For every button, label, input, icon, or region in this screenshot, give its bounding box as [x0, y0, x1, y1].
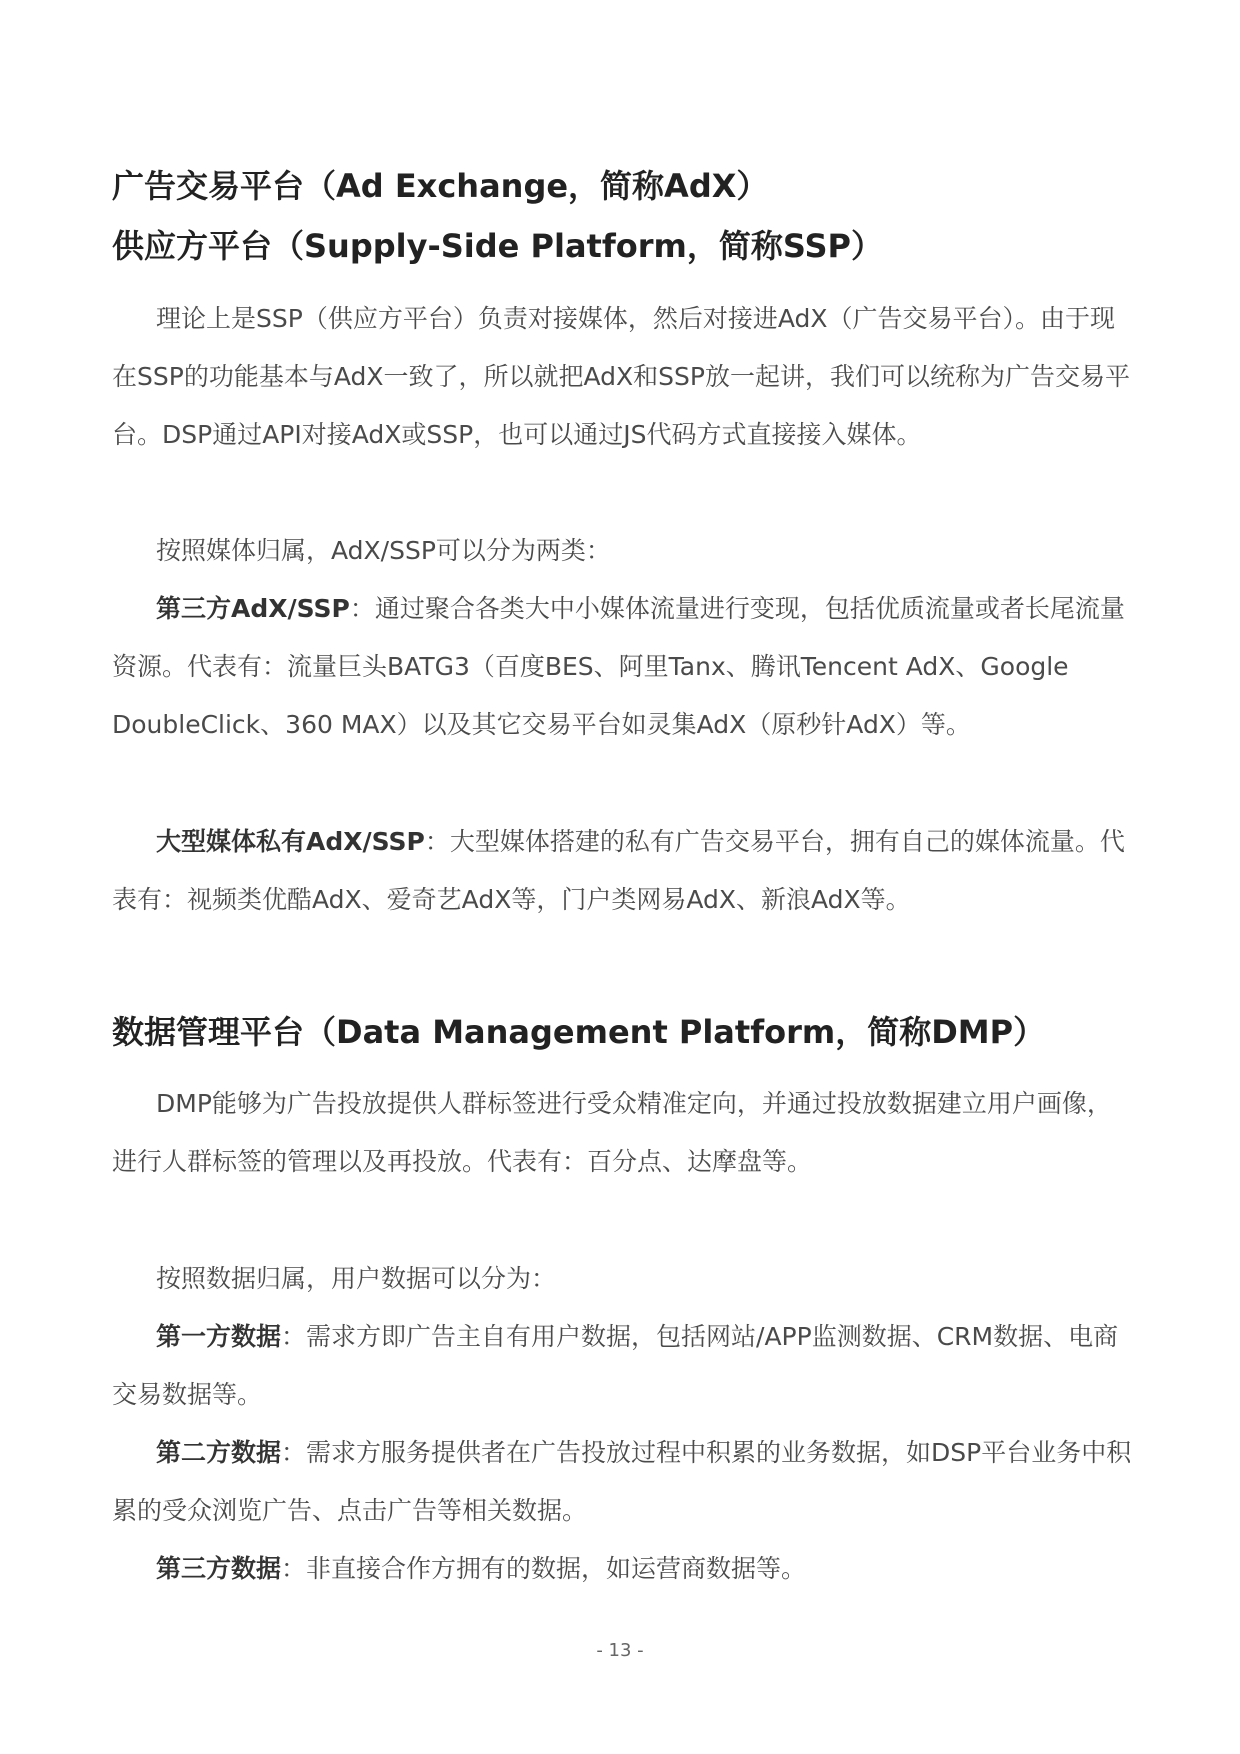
- term-description: ：需求方服务提供者在广告投放过程中积累的业务数据，如DSP平台业务中积累的受众浏览广告、点击广告等相关数据。: [112, 1438, 1132, 1525]
- term-label: 第三方AdX/SSP: [156, 594, 350, 623]
- heading-adx: 广告交易平台（Ad Exchange，简称AdX）: [112, 167, 769, 205]
- term-description: ：需求方即广告主自有用户数据，包括网站/APP监测数据、CRM数据、电商交易数据等。: [112, 1322, 1119, 1409]
- term-description: ：通过聚合各类大中小媒体流量进行变现，包括优质流量或者长尾流量资源。代表有：流量巨头BATG3（百度BES、阿里Tanx、腾讯Tencent AdX、Google DoubleClick、360 MAX）以及其它交易平台如灵集AdX（原秒针AdX）等。: [112, 594, 1125, 739]
- term-label: 第二方数据: [156, 1438, 282, 1467]
- paragraph-first-party-data: [112, 1308, 1132, 1424]
- term-label: 大型媒体私有AdX/SSP: [156, 827, 425, 856]
- paragraph-third-party-adx: [112, 580, 1132, 754]
- term-description: ：非直接合作方拥有的数据，如运营商数据等。: [281, 1554, 807, 1583]
- term-label: 第一方数据: [156, 1322, 282, 1351]
- paragraph-private-adx: [112, 813, 1132, 929]
- heading-dmp: 数据管理平台（Data Management Platform，简称DMP）: [112, 1013, 1046, 1051]
- paragraph-adx-classify: 按照媒体归属，AdX/SSP可以分为两类：: [156, 536, 611, 565]
- paragraph-dmp-classify: 按照数据归属，用户数据可以分为：: [156, 1264, 557, 1293]
- paragraph-dmp-intro: DMP能够为广告投放提供人群标签进行受众精准定向，并通过投放数据建立用户画像，进行人群标签的管理以及再投放。代表有：百分点、达摩盘等。: [112, 1089, 1112, 1176]
- paragraph-third-party-data: [112, 1540, 1132, 1598]
- term-label: 第三方数据: [156, 1554, 282, 1583]
- heading-ssp: 供应方平台（Supply-Side Platform，简称SSP）: [112, 227, 883, 265]
- paragraph-adx-intro: 理论上是SSP（供应方平台）负责对接媒体，然后对接进AdX（广告交易平台）。由于现在SSP的功能基本与AdX一致了，所以就把AdX和SSP放一起讲，我们可以统称为广告交易平台。DSP通过API对接AdX或SSP，也可以通过JS代码方式直接接入媒体。: [112, 304, 1130, 449]
- term-description: ：大型媒体搭建的私有广告交易平台，拥有自己的媒体流量。代表有：视频类优酷AdX、爱奇艺AdX等，门户类网易AdX、新浪AdX等。: [112, 827, 1125, 914]
- paragraph-second-party-data: [112, 1424, 1132, 1540]
- page-number: - 13 -: [596, 1640, 644, 1661]
